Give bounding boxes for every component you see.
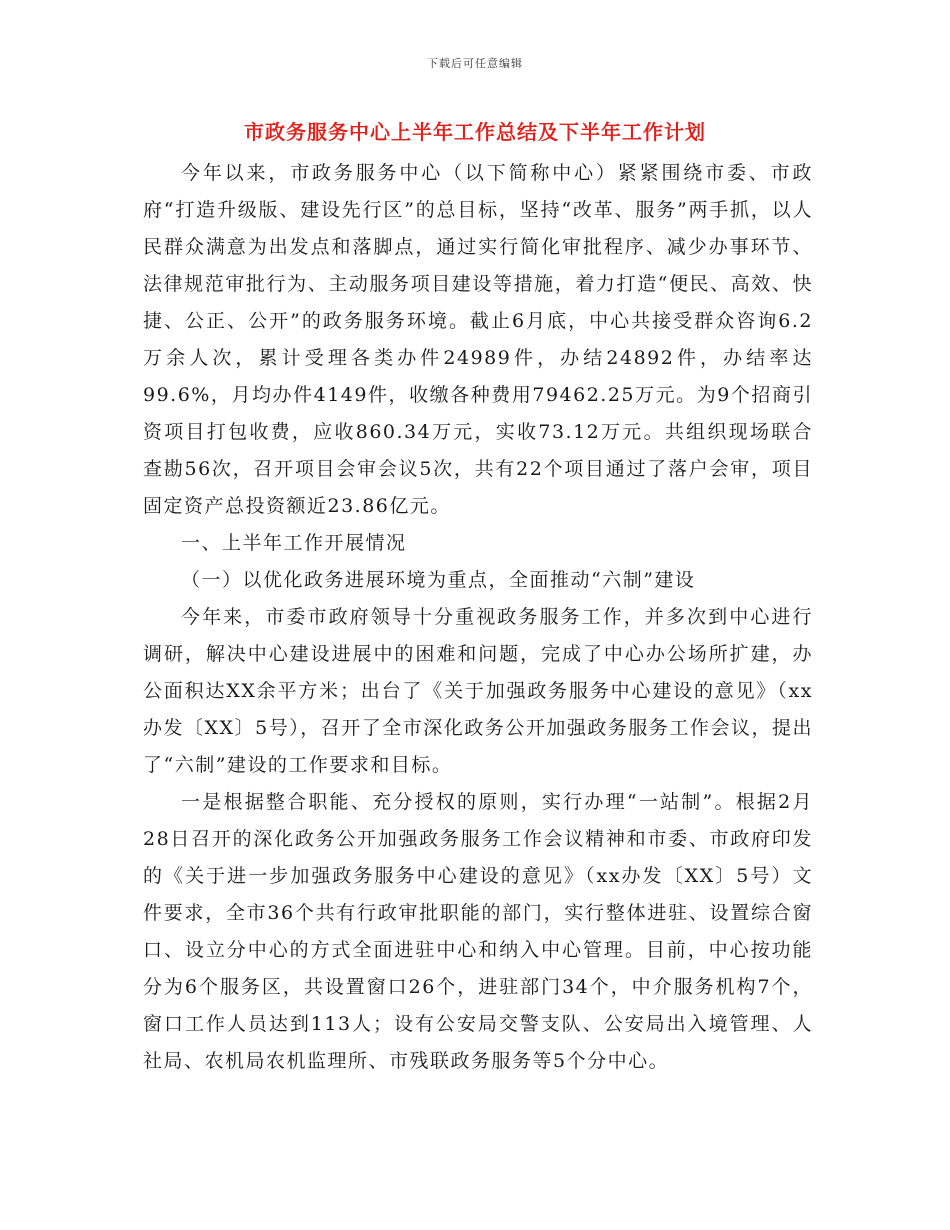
body-paragraph: 今年来，市委市政府领导十分重视政务服务工作，并多次到中心进行调研，解决中心建设进展中的困难和问题，完成了中心办公场所扩建，办公面积达XX余平方米；出台了《关于加强政务服务中心建设的意见》（xx办发〔XX〕5号），召开了全市深化政务公开加强政务服务工作会议，提出了“六制”建设的工作要求和目标。 — [143, 606, 813, 776]
subsection-heading: （一）以优化政务进展环境为重点，全面推动“六制”建设 — [181, 569, 696, 591]
document-body — [143, 155, 813, 1080]
page-header-note: 下载后可任意编辑 — [427, 57, 523, 70]
section-heading: 一、上半年工作开展情况 — [181, 532, 407, 554]
intro-paragraph: 今年以来，市政务服务中心（以下简称中心）紧紧围绕市委、市政府“打造升级版、建设先行区”的总目标，坚持“改革、服务”两手抓，以人民群众满意为出发点和落脚点，通过实行简化审批程序、减少办事环节、法律规范审批行为、主动服务项目建设等措施，着力打造“便民、高效、快捷、公正、公开”的政务服务环境。截止6月底，中心共接受群众咨询6.2万余人次，累计受理各类办件24989件，办结24892件，办结率达99.6%，月均办件4149件，收缴各种费用79462.25万元。为9个招商引资项目打包收费，应收860.34万元，实收73.12万元。共组织现场联合查勘56次，召开项目会审会议5次，共有22个项目通过了落户会审，项目固定资产总投资额近23.86亿元。 — [143, 162, 813, 517]
document-title: 市政务服务中心上半年工作总结及下半年工作计划 — [244, 120, 706, 144]
body-paragraph: 一是根据整合职能、充分授权的原则，实行办理“一站制”。根据2月28日召开的深化政务公开加强政务服务工作会议精神和市委、市政府印发的《关于进一步加强政务服务中心建设的意见》（xx办发〔XX〕5号）文件要求，全市36个共有行政审批职能的部门，实行整体进驻、设置综合窗口、设立分中心的方式全面进驻中心和纳入中心管理。目前，中心按功能分为6个服务区，共设置窗口26个，进驻部门34个，中介服务机构7个，窗口工作人员达到113人；设有公安局交警支队、公安局出入境管理、人社局、农机局农机监理所、市残联政务服务等5个分中心。 — [143, 791, 813, 1072]
